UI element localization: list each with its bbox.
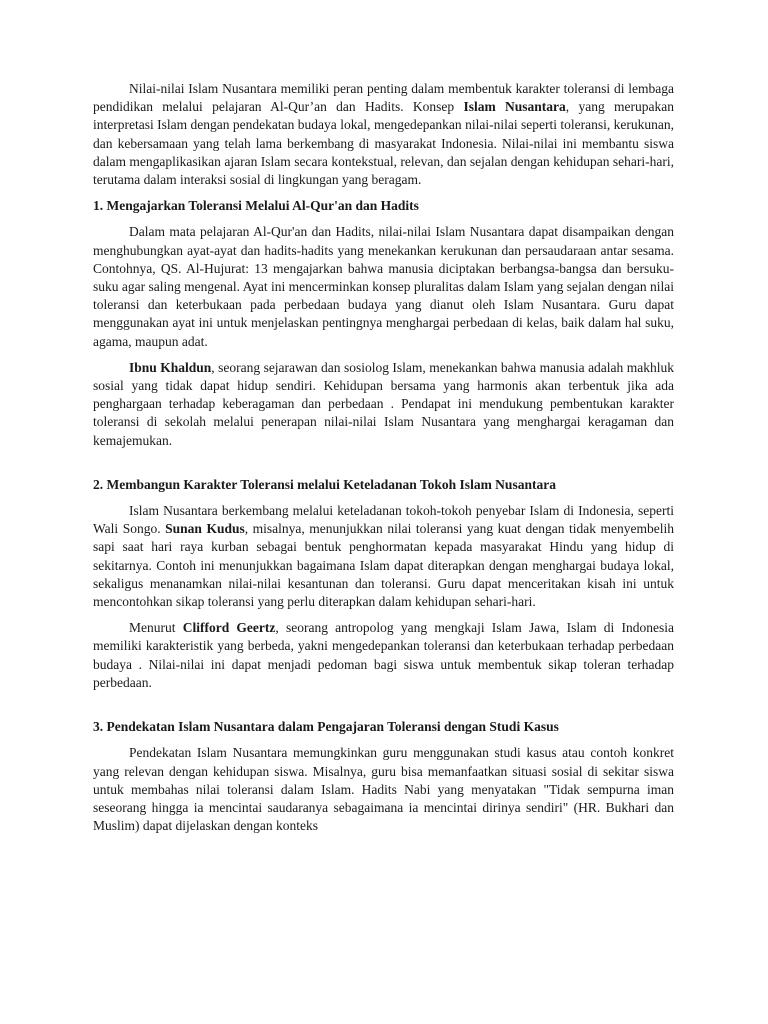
section-1-paragraph-2-text: , seorang sejarawan dan sosiolog Islam, menekankan bahwa manusia adalah makhluk sosial yang tidak dapat hidup sendiri. Kehidupan bersama yang harmonis akan terbentuk jika ada penghargaan terhadap keberagaman dan perbedaan . Pendapat ini mendukung pembentukan karakter toleransi di sekolah melalui penerapan nilai-nilai Islam Nusantara yang menghargai keragaman dan kemajemukan. (93, 359, 675, 448)
section-2-p1-text-1: Islam Nusantara berkembang melalui keteladanan tokoh-tokoh penyebar Islam di Indonesia, seperti Wali Songo. (93, 503, 674, 537)
section-2-p2-text-1: Menurut (129, 620, 183, 636)
section-2-paragraph-1 (93, 502, 674, 611)
bold-ibnu-khaldun: Ibnu Khaldun (129, 359, 212, 375)
section-2-p2-text-2: , seorang antropolog yang mengkaji Islam Jawa, Islam di Indonesia memiliki karakteristik yang berbeda, yakni mengedepankan toleransi dan keterbukaan terhadap perbedaan budaya . Nilai-nilai ini dapat menjadi pedoman bagi siswa untuk membentuk sikap toleran terhadap perbedaan. (93, 620, 674, 690)
intro-paragraph (93, 80, 674, 189)
section-2-paragraph-2 (93, 619, 674, 692)
document-page (93, 80, 674, 843)
section-3-heading: 3. Pendekatan Islam Nusantara dalam Pengajaran Toleransi dengan Studi Kasus (93, 719, 559, 735)
section-1-paragraph-1: Dalam mata pelajaran Al-Qur'an dan Hadits, nilai-nilai Islam Nusantara dapat disampaikan dengan menghubungkan ayat-ayat dan hadits-hadits yang menekankan kerukunan dan persaudaraan antar sesama. Contohnya, QS. Al-Hujurat: 13 mengajarkan bahwa manusia diciptakan berbangsa-bangsa dan bersuku-suku agar saling mengenal. Ayat ini mencerminkan konsep pluralitas dalam Islam yang sejalan dengan nilai toleransi dan keterbukaan pada perbedaan budaya yang dianut oleh Islam Nusantara. Guru dapat menggunakan ayat ini untuk menjelaskan pentingnya menghargai perbedaan di kelas, baik dalam hal suku, agama, maupun adat. (93, 224, 674, 349)
section-1-paragraph-2 (93, 359, 674, 450)
intro-text-1: Nilai-nilai Islam Nusantara memiliki peran penting dalam membentuk karakter toleransi di lembaga pendidikan melalui pelajaran Al-Qur’an dan Hadits. Konsep (93, 81, 674, 115)
section-2-p1-text-2: , misalnya, menunjukkan nilai toleransi yang kuat dengan tidak menyembelih sapi saat hari raya kurban sebagai bentuk penghormatan kepada masyarakat Hindu yang hidup di sekitarnya. Contoh ini menunjukkan bagaimana Islam dapat diterapkan dengan menghargai budaya lokal, sekaligus menanamkan nilai-nilai kesantunan dan toleransi. Guru dapat menceritakan kisah ini untuk mencontohkan sikap toleransi yang perlu diterapkan dalam kehidupan sehari-hari. (93, 521, 674, 610)
bold-clifford-geertz: Clifford Geertz (182, 620, 276, 636)
intro-text-2: , yang merupakan interpretasi Islam dengan pendekatan budaya lokal, mengedepankan nilai-nilai seperti toleransi, kerukunan, dan kebersamaan yang telah lama berkembang di masyarakat Indonesia. Nilai-nilai ini membantu siswa dalam mengaplikasikan ajaran Islam secara kontekstual, relevan, dan sejalan dengan kehidupan sehari-hari, terutama dalam interaksi sosial di lingkungan yang beragam. (93, 99, 675, 188)
section-3-paragraph-1: Pendekatan Islam Nusantara memungkinkan guru menggunakan studi kasus atau contoh konkret yang relevan dengan kehidupan siswa. Misalnya, guru bisa memanfaatkan situasi sosial di sekitar siswa untuk membahas nilai toleransi dalam Islam. Hadits Nabi yang menyatakan "Tidak sempurna iman seseorang hingga ia mencintai saudaranya sebagaimana ia mencintai dirinya sendiri" (HR. Bukhari dan Muslim) dapat dijelaskan dengan konteks (93, 745, 674, 834)
section-1-heading: 1. Mengajarkan Toleransi Melalui Al-Qur'an dan Hadits (93, 198, 419, 214)
intro-bold-islam-nusantara: Islam Nusantara (463, 99, 566, 115)
bold-sunan-kudus: Sunan Kudus (165, 521, 245, 537)
section-2-heading: 2. Membangun Karakter Toleransi melalui Keteladanan Tokoh Islam Nusantara (93, 476, 556, 492)
